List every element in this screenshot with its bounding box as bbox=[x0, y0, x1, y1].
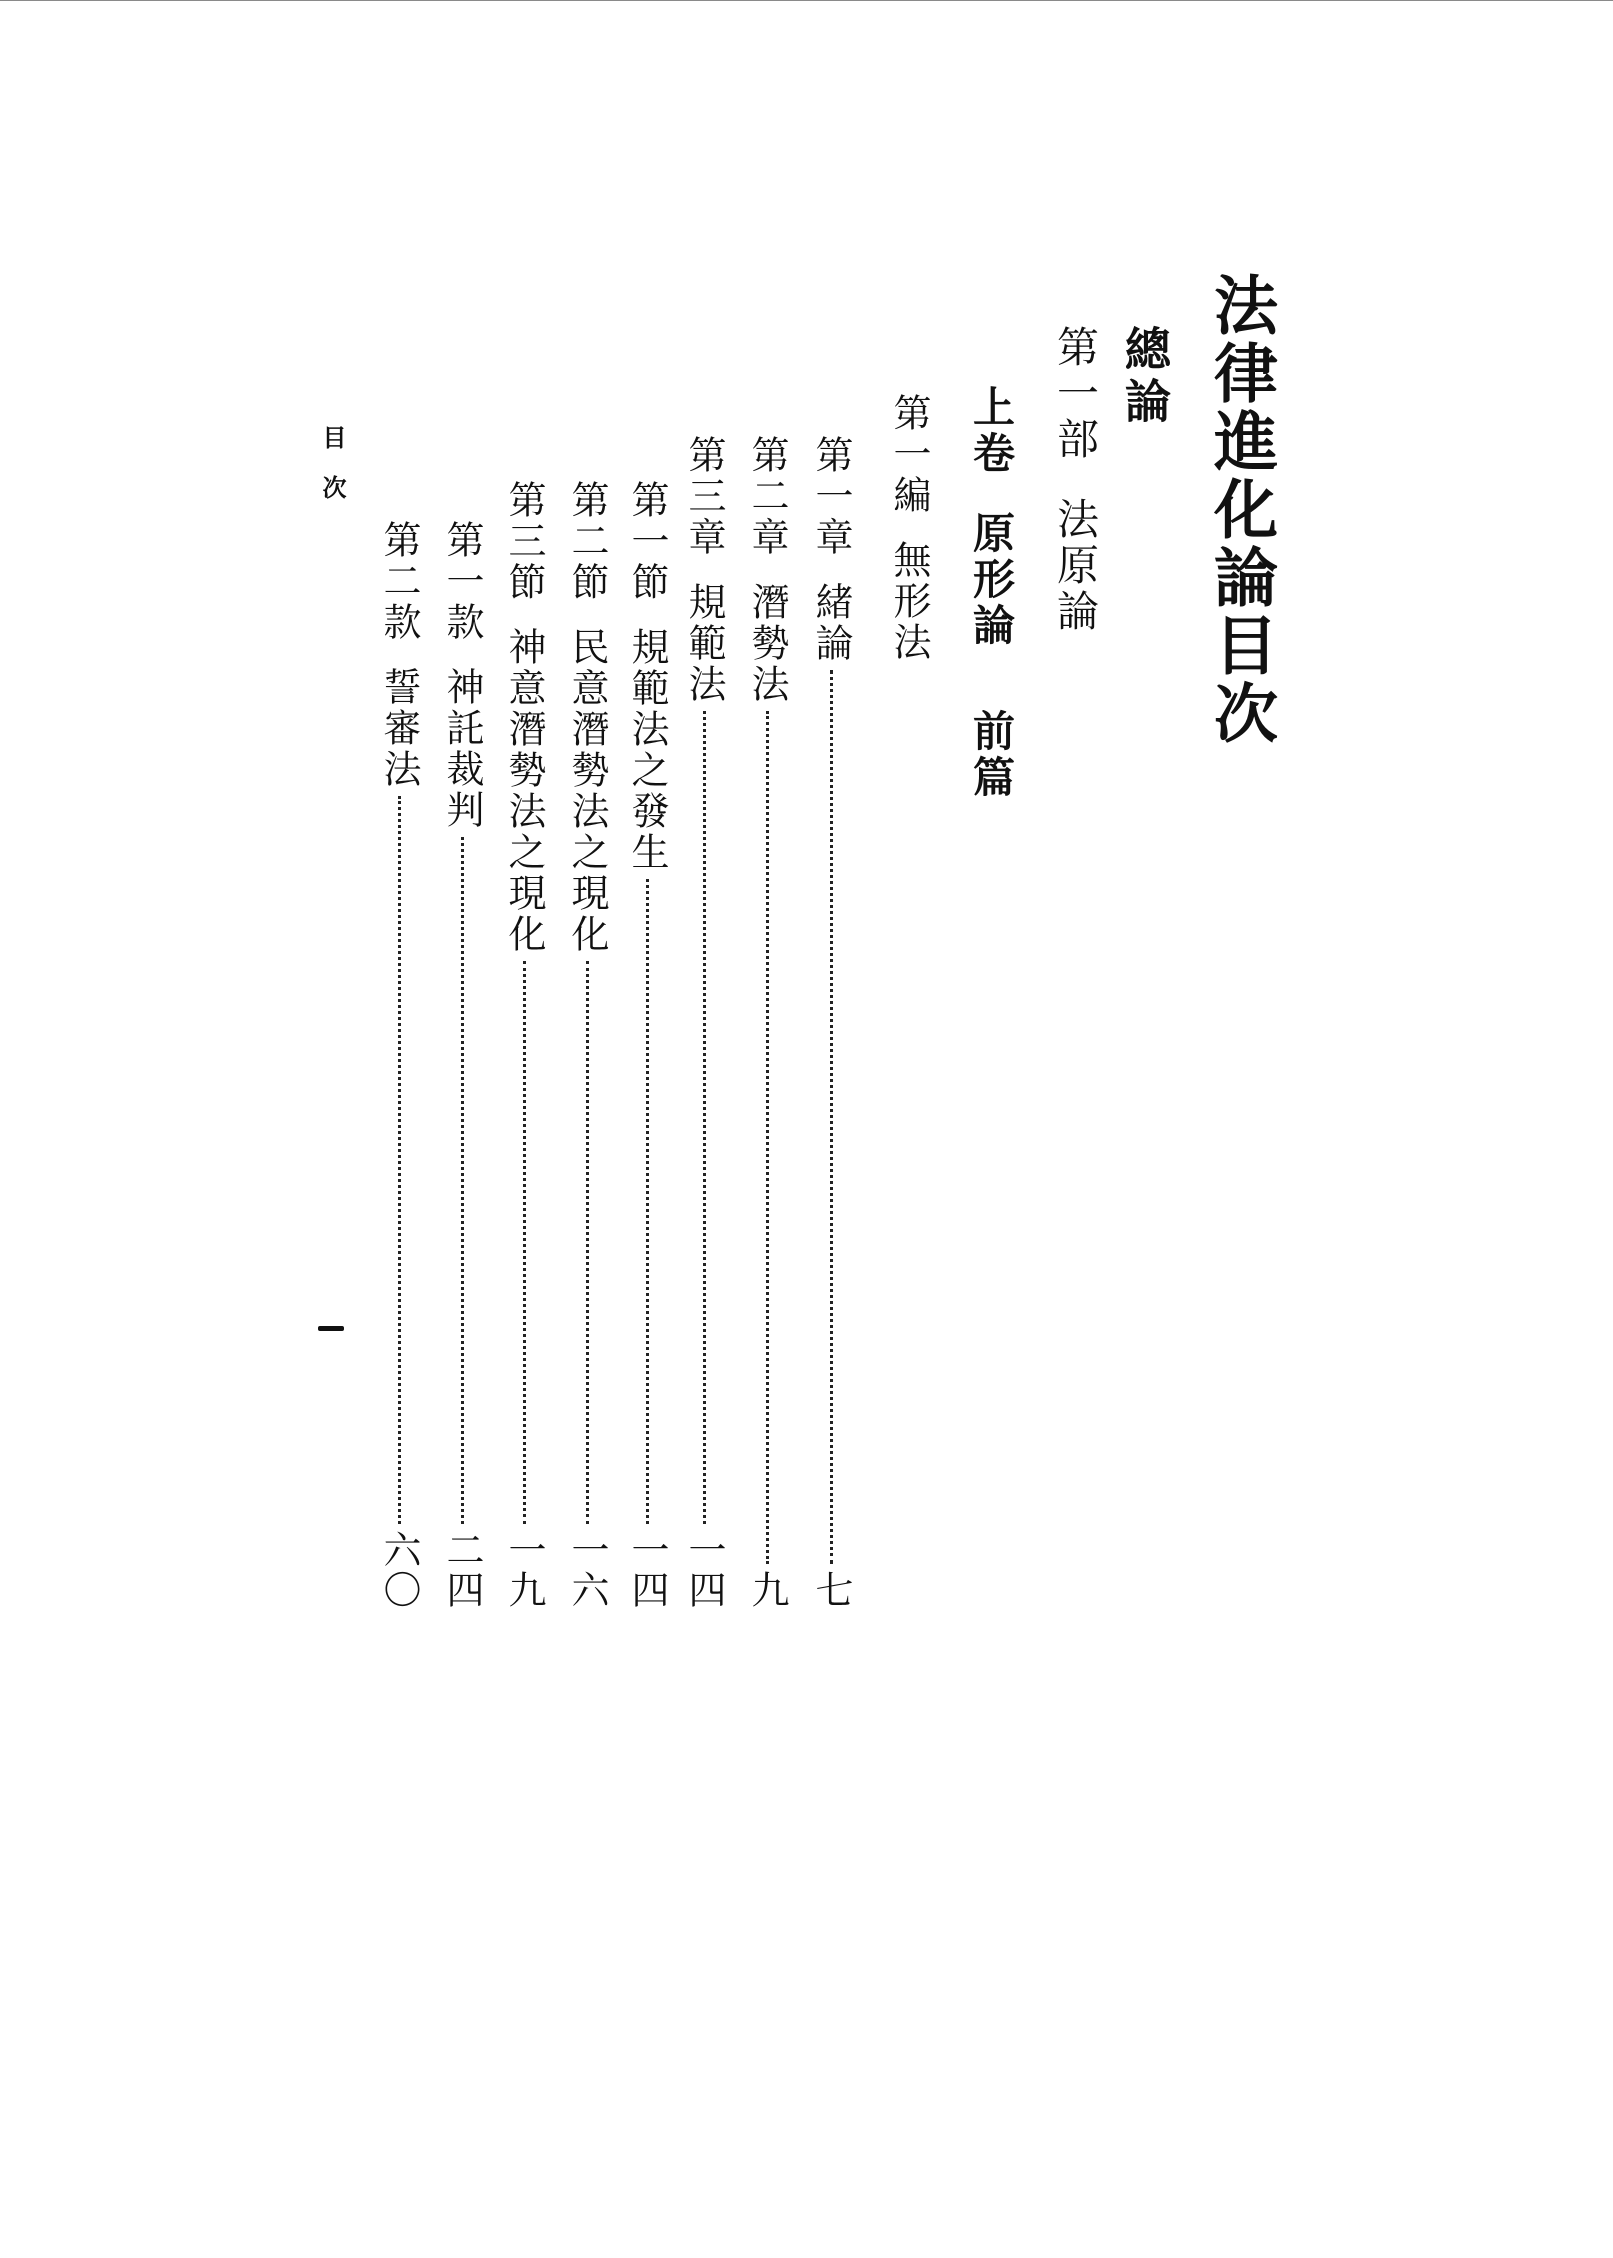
toc-title: 緒論 bbox=[809, 582, 853, 664]
volume-sub: 前篇 bbox=[967, 709, 1016, 801]
dot-leader bbox=[586, 961, 589, 1524]
page-title: 法律進化論目次 bbox=[1203, 272, 1278, 748]
toc-entry bbox=[440, 520, 484, 1610]
toc-title: 神託裁判 bbox=[440, 667, 484, 831]
dot-leader bbox=[703, 711, 706, 1524]
toc-label: 第二節 bbox=[565, 480, 609, 603]
toc-label: 第三節 bbox=[502, 480, 546, 603]
toc-label: 第二款 bbox=[377, 520, 421, 643]
heading-hen1 bbox=[887, 393, 931, 663]
toc-entry bbox=[565, 480, 609, 1610]
toc-title: 神意潛勢法之現化 bbox=[502, 627, 546, 955]
heading-part1 bbox=[1051, 325, 1100, 635]
heading-volume bbox=[967, 385, 1016, 801]
heading-sogo: 總論 bbox=[1118, 325, 1172, 429]
toc-page-number: 七 bbox=[809, 1570, 853, 1610]
dot-leader bbox=[830, 670, 833, 1564]
toc-label: 第三章 bbox=[682, 435, 726, 558]
running-head: 目次 bbox=[318, 425, 347, 525]
volume-name: 原形論 bbox=[967, 511, 1016, 649]
toc-page-number: 一六 bbox=[565, 1530, 609, 1610]
dot-leader bbox=[766, 711, 769, 1564]
toc-page-number: 一四 bbox=[625, 1530, 669, 1610]
toc-entry bbox=[745, 435, 789, 1610]
dot-leader bbox=[398, 796, 401, 1524]
hen1-name: 無形法 bbox=[887, 540, 931, 663]
toc-title: 規範法 bbox=[682, 582, 726, 705]
part1-name: 法原論 bbox=[1051, 497, 1100, 635]
toc-page-number: 六〇 bbox=[377, 1530, 421, 1610]
toc-page-number: 一四 bbox=[682, 1530, 726, 1610]
dot-leader bbox=[646, 879, 649, 1524]
toc-page-number: 一九 bbox=[502, 1530, 546, 1610]
top-border bbox=[0, 0, 1613, 1]
toc-entry bbox=[682, 435, 726, 1610]
toc-label: 第一節 bbox=[625, 480, 669, 603]
toc-label: 第一章 bbox=[809, 435, 853, 558]
volume-label: 上卷 bbox=[967, 385, 1016, 477]
hen1-label: 第一編 bbox=[887, 393, 931, 516]
toc-title: 誓審法 bbox=[377, 667, 421, 790]
folio-page-number bbox=[318, 1326, 344, 1331]
part1-label: 第一部 bbox=[1051, 325, 1100, 463]
toc-label: 第二章 bbox=[745, 435, 789, 558]
toc-entry bbox=[502, 480, 546, 1610]
dot-leader bbox=[523, 961, 526, 1524]
toc-title: 規範法之發生 bbox=[625, 627, 669, 873]
toc-entry bbox=[809, 435, 853, 1610]
toc-entry bbox=[625, 480, 669, 1610]
toc-label: 第一款 bbox=[440, 520, 484, 643]
toc-page-number: 二四 bbox=[440, 1530, 484, 1610]
toc-entry bbox=[377, 520, 421, 1610]
dot-leader bbox=[461, 837, 464, 1524]
toc-title: 民意潛勢法之現化 bbox=[565, 627, 609, 955]
toc-title: 潛勢法 bbox=[745, 582, 789, 705]
toc-page-number: 九 bbox=[745, 1570, 789, 1610]
